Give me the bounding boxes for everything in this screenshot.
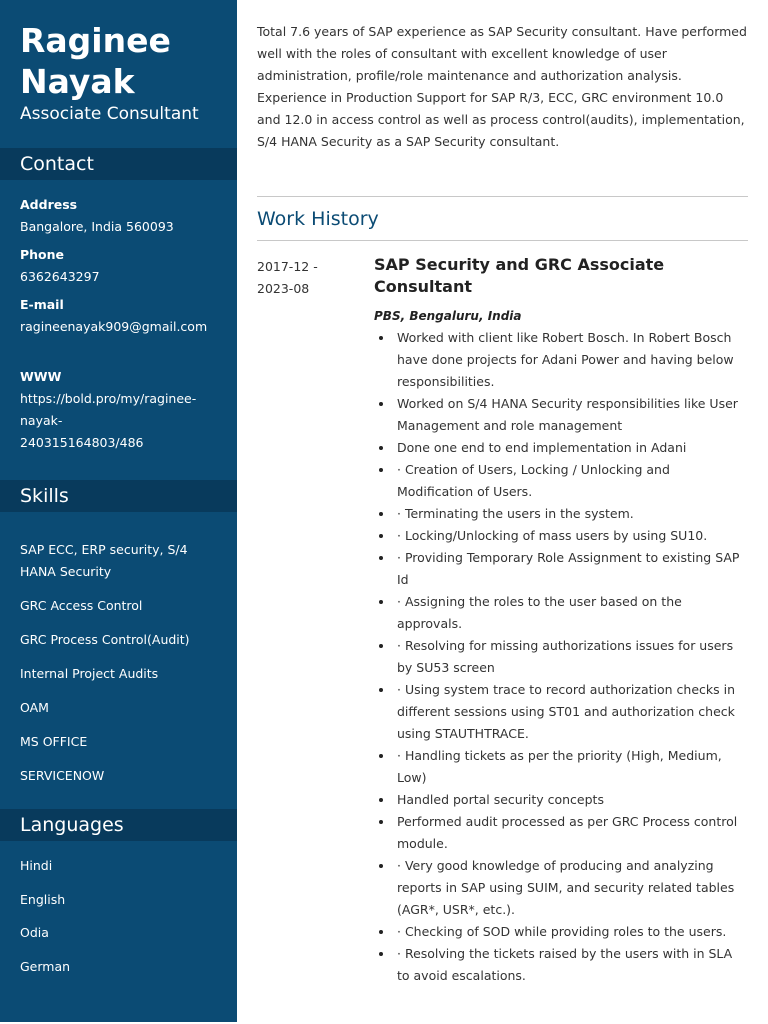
language-item: German xyxy=(20,959,71,974)
bullet-icon xyxy=(379,534,383,538)
bullet-icon xyxy=(379,402,383,406)
bullet-icon xyxy=(379,952,383,956)
job-end-date: 2023-08 xyxy=(257,281,310,296)
bullet-text: · Terminating the users in the system. xyxy=(397,506,634,521)
email-label: E-mail xyxy=(20,297,64,312)
bullet-icon xyxy=(379,754,383,758)
address-value: Bangalore, India 560093 xyxy=(20,219,174,234)
language-item: English xyxy=(20,892,66,907)
bullet-text: Worked with client like Robert Bosch. In Robert Bosch have done projects for Adani Power and having below responsibilities. xyxy=(397,330,734,389)
bullet-icon xyxy=(379,820,383,824)
bullet-text: Done one end to end implementation in Adani xyxy=(397,440,687,455)
list-item xyxy=(374,943,748,987)
list-item xyxy=(374,393,748,437)
sidebar xyxy=(0,0,237,1022)
skill-item: SAP ECC, ERP security, S/4 HANA Security xyxy=(20,542,188,579)
job-start-date: 2017-12 - xyxy=(257,259,318,274)
bullet-text: · Providing Temporary Role Assignment to existing SAP Id xyxy=(397,550,740,587)
job-company: PBS, Bengaluru, India xyxy=(374,309,522,323)
list-item xyxy=(374,459,748,503)
job-title-headline: Associate Consultant xyxy=(20,104,199,124)
bullet-text: · Assigning the roles to the user based on the approvals. xyxy=(397,594,682,631)
bullet-icon xyxy=(379,446,383,450)
skill-item: GRC Process Control(Audit) xyxy=(20,632,190,647)
bullet-text: Performed audit processed as per GRC Process control module. xyxy=(397,814,738,851)
www-label: WWW xyxy=(20,369,62,384)
phone-label: Phone xyxy=(20,247,65,262)
skill-item: SERVICENOW xyxy=(20,768,105,783)
bullet-icon xyxy=(379,468,383,472)
bullet-icon xyxy=(379,600,383,604)
bullet-text: · Resolving the tickets raised by the users with in SLA to avoid escalations. xyxy=(397,946,733,983)
list-item xyxy=(374,921,748,943)
list-item xyxy=(374,811,748,855)
language-item: Odia xyxy=(20,925,49,940)
skill-item: OAM xyxy=(20,700,49,715)
list-item xyxy=(374,503,748,525)
professional-summary: Total 7.6 years of SAP experience as SAP Security consultant. Have performed well with the roles of consultant with excellent knowledge of user administration, profile/role maintenance and authorization analysis. Experience in Production Support for SAP R/3, ECC, GRC environment 10.0 and 12.0 in access control as well as process control(audits), implementation, S/4 HANA Security as a SAP Security consultant. xyxy=(257,24,747,149)
bullet-icon xyxy=(379,864,383,868)
bullet-icon xyxy=(379,688,383,692)
list-item xyxy=(374,789,748,811)
bullet-text: Handled portal security concepts xyxy=(397,792,604,807)
bullet-text: · Very good knowledge of producing and analyzing reports in SAP using SUIM, and security related tables (AGR*, USR*, etc.). xyxy=(397,858,735,917)
bullet-text: · Checking of SOD while providing roles to the users. xyxy=(397,924,727,939)
language-item: Hindi xyxy=(20,858,53,873)
bullet-text: · Handling tickets as per the priority (High, Medium, Low) xyxy=(397,748,722,785)
bullet-text: · Locking/Unlocking of mass users by using SU10. xyxy=(397,528,708,543)
skill-item: Internal Project Audits xyxy=(20,666,159,681)
job-dates xyxy=(257,256,357,300)
skill-item: GRC Access Control xyxy=(20,598,143,613)
list-item xyxy=(374,327,748,393)
skill-item: MS OFFICE xyxy=(20,734,88,749)
bullet-text: · Creation of Users, Locking / Unlocking and Modification of Users. xyxy=(397,462,670,499)
list-item xyxy=(374,525,748,547)
list-item xyxy=(374,437,748,459)
skills-heading: Skills xyxy=(0,480,237,512)
bullet-icon xyxy=(379,930,383,934)
languages-heading: Languages xyxy=(0,809,237,841)
candidate-name xyxy=(20,20,230,102)
list-item xyxy=(374,745,748,789)
list-item xyxy=(374,679,748,745)
phone-value: 6362643297 xyxy=(20,269,100,284)
bullet-text: Worked on S/4 HANA Security responsibilities like User Management and role management xyxy=(397,396,738,433)
bullet-text: · Resolving for missing authorizations issues for users by SU53 screen xyxy=(397,638,734,675)
name-first: Raginee xyxy=(20,21,171,60)
bullet-text: · Using system trace to record authorization checks in different sessions using ST01 and authorization check using STAUTHTRACE. xyxy=(397,682,736,741)
bullet-icon xyxy=(379,556,383,560)
job-responsibilities xyxy=(374,327,748,987)
bullet-icon xyxy=(379,798,383,802)
divider xyxy=(257,196,748,197)
website-link[interactable]: https://bold.pro/my/raginee-nayak-240315164803/486 xyxy=(20,391,197,450)
contact-heading: Contact xyxy=(0,148,237,180)
email-link[interactable]: ragineenayak909@gmail.com xyxy=(20,319,208,334)
address-label: Address xyxy=(20,197,78,212)
work-history-heading: Work History xyxy=(257,208,379,230)
list-item xyxy=(374,547,748,591)
list-item xyxy=(374,855,748,921)
bullet-icon xyxy=(379,644,383,648)
list-item xyxy=(374,635,748,679)
divider xyxy=(257,240,748,241)
job-position-title: SAP Security and GRC Associate Consultant xyxy=(374,255,665,296)
bullet-icon xyxy=(379,512,383,516)
bullet-icon xyxy=(379,336,383,340)
name-last: Nayak xyxy=(20,62,135,101)
list-item xyxy=(374,591,748,635)
